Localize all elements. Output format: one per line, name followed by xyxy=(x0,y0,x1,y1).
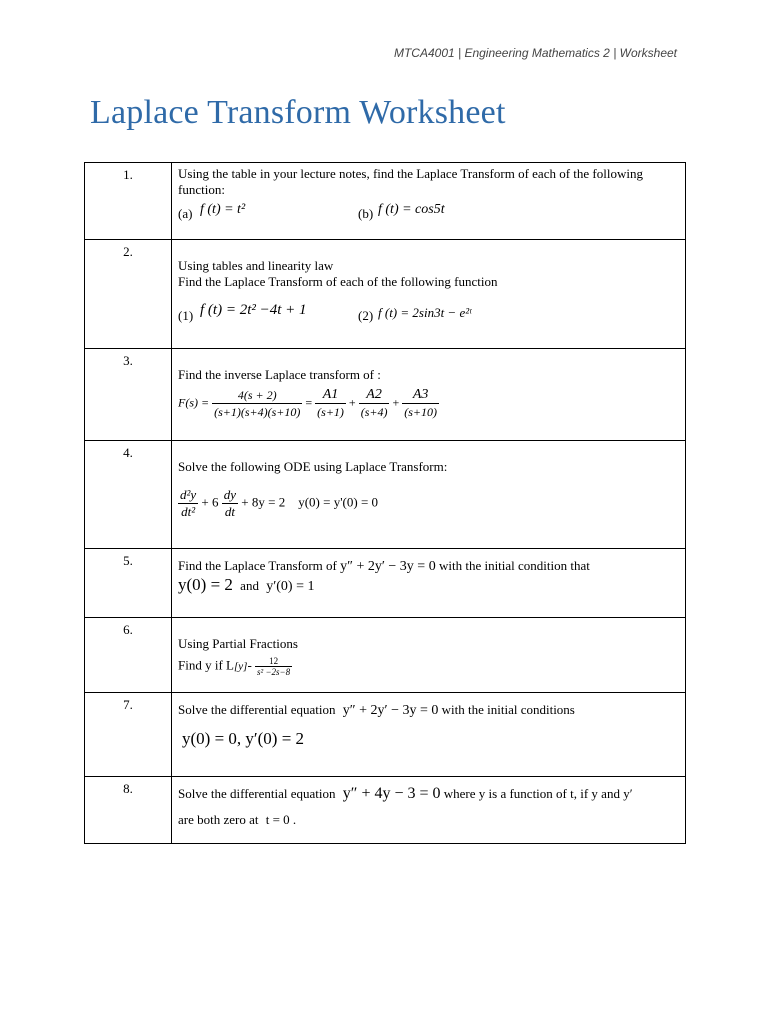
math-expression: y(0) = 0, y′(0) = 2 xyxy=(182,729,305,748)
math-expression: y″ + 2y′ − 3y = 0 xyxy=(342,703,439,718)
question-number: 7. xyxy=(85,693,172,777)
question-text: and xyxy=(240,578,259,593)
question-number: 6. xyxy=(85,618,172,693)
question-number: 4. xyxy=(85,441,172,549)
question-number: 5. xyxy=(85,549,172,618)
question-row-6 xyxy=(85,618,686,693)
question-text: Using the table in your lecture notes, find the Laplace Transform of each of the following function: xyxy=(178,166,643,197)
question-text: Using tables and linearity law xyxy=(178,258,334,273)
fraction: $\frac{12}{\text{s² −2s−8}}$ xyxy=(257,656,291,677)
question-text: Find the Laplace Transform of xyxy=(178,558,337,573)
question-number: 1. xyxy=(85,163,172,240)
question-body xyxy=(172,441,686,549)
question-body xyxy=(172,693,686,777)
question-text: Using Partial Fractions xyxy=(178,636,298,651)
question-row-2 xyxy=(85,240,686,349)
question-text: with the initial condition that xyxy=(438,558,590,573)
worksheet-table xyxy=(84,162,686,844)
math-expression: f (t) = cos5t xyxy=(378,202,445,217)
question-row-3 xyxy=(85,349,686,441)
question-text: are both zero at xyxy=(178,812,259,827)
question-body xyxy=(172,163,686,240)
question-row-4 xyxy=(85,441,686,549)
question-text: Solve the differential equation xyxy=(178,702,336,717)
question-number: 8. xyxy=(85,777,172,844)
question-number: 3. xyxy=(85,349,172,441)
math-expression: f (t) = 2t² −4t + 1 xyxy=(200,302,307,318)
question-body xyxy=(172,549,686,618)
question-number: 2. xyxy=(85,240,172,349)
fraction: $\frac{A2}{(s+4)}$ xyxy=(360,387,388,419)
math-expression: y′(0) = 1 xyxy=(266,579,315,594)
question-text: Find the inverse Laplace transform of : xyxy=(178,367,381,382)
question-body: Using Partial Fractions Find y if L[y]- $\frac{12}{\text{s² −2s−8}}$ xyxy=(172,618,686,693)
question-text: where y is a function of t, if y and y′ xyxy=(443,786,633,801)
math-expression: y″ + 2y′ − 3y = 0 xyxy=(340,559,436,574)
question-row-7 xyxy=(85,693,686,777)
math-expression: y(0) = 2 xyxy=(178,575,233,594)
question-text: with the initial conditions xyxy=(441,702,575,717)
page-title: Laplace Transform Worksheet xyxy=(90,94,506,131)
question-body xyxy=(172,777,686,844)
fraction: $\frac{A3}{(s+10)}$ xyxy=(404,387,438,419)
question-row-5 xyxy=(85,549,686,618)
fraction: $\frac{4(s + 2)}{(s+1)(s+4)(s+10)}$ xyxy=(214,388,301,419)
math-expression: t = 0 . xyxy=(265,812,297,827)
question-text: Solve the following ODE using Laplace Transform: xyxy=(178,459,448,474)
question-row-1 xyxy=(85,163,686,240)
question-text: Find y if L xyxy=(178,657,234,673)
part-label: (1) xyxy=(178,308,194,323)
math-expression: $\frac{\text{d²y}}{\text{dt²}}$ + 6 $\frac{dy}{dt}$ + 8y = 2 y(0) = y'(0) = 0 xyxy=(180,487,379,519)
fraction: $\frac{A1}{(s+1)}$ xyxy=(317,387,344,419)
part-label: (2) xyxy=(358,308,374,323)
math-expression: f (t) = t² xyxy=(200,202,246,217)
question-row-8 xyxy=(85,777,686,844)
math-expression: y″ + 4y − 3 = 0 xyxy=(342,785,441,802)
math-expression: [y] xyxy=(233,660,248,673)
fraction: $\frac{\text{d²y}}{\text{dt²}}$ xyxy=(180,487,197,519)
question-body xyxy=(172,240,686,349)
part-label: (a) xyxy=(178,206,193,221)
math-expression: f (t) = 2sin3t − e²ᵗ xyxy=(378,305,472,320)
part-label: (b) xyxy=(358,206,374,221)
question-text: Find the Laplace Transform of each of the following function xyxy=(178,274,498,289)
question-text: Solve the differential equation xyxy=(178,786,336,801)
fraction: $\frac{dy}{dt}$ xyxy=(223,487,237,519)
document-header: MTCA4001 | Engineering Mathematics 2 | Worksheet xyxy=(393,46,677,60)
math-expression: F(s) = $\frac{4(s + 2)}{(s+1)(s+4)(s+10)}$ = $\frac{A1}{(s+1)}$ + $\frac{A2}{(s+4)}$ + $\frac{A3}{(s+10)}$ xyxy=(178,387,438,419)
question-body xyxy=(172,349,686,441)
